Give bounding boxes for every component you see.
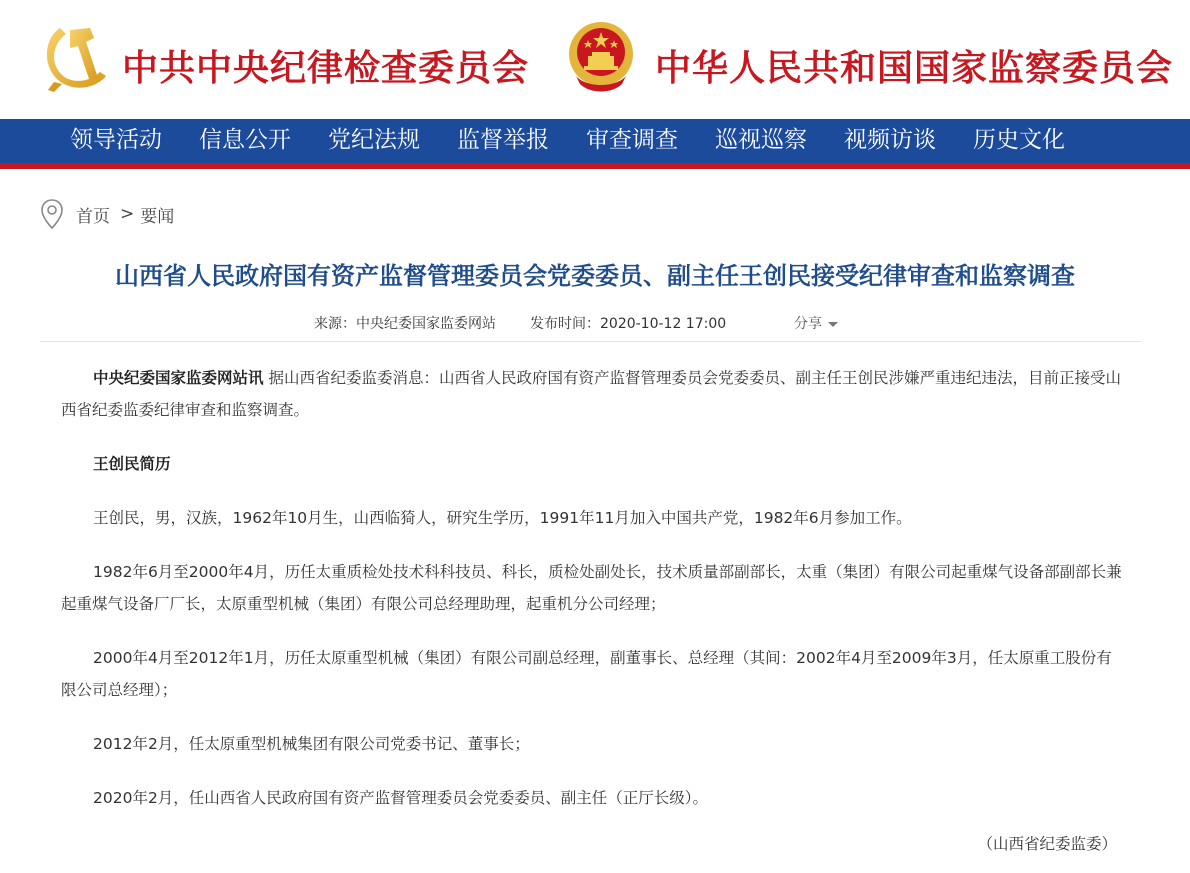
nav-item-leadership[interactable]: 领导活动 <box>70 127 162 153</box>
bio-paragraph: 1982年6月至2000年4月，历任太重质检处技术科科技员、科长，质检处副处长，技术质量部副部长，太重（集团）有限公司起重煤气设备部副部长兼起重煤气设备厂厂长，太原重型机械（集团）有限公司总经理助理，起重机分公司经理； <box>61 563 1122 613</box>
bio-paragraph: 2020年2月，任山西省人民政府国有资产监督管理委员会党委委员、副主任（正厅长级）。 <box>93 789 709 807</box>
article-source: 来源：中央纪委国家监委网站 <box>314 316 496 332</box>
lead-text: 据山西省纪委监委消息：山西省人民政府国有资产监督管理委员会党委委员、副主任王创民涉嫌严重违纪违法，目前正接受山西省纪委监委纪律审查和监察调查。 <box>61 369 1121 419</box>
nav-item-report[interactable]: 监督举报 <box>457 127 549 153</box>
article-publish-time: 发布时间：2020-10-12 17:00 <box>530 316 727 332</box>
nav-item-investigation[interactable]: 审查调查 <box>586 127 678 153</box>
party-org-name[interactable]: 中共中央纪律检查委员会 <box>122 47 530 89</box>
bio-paragraph: 2000年4月至2012年1月，历任太原重型机械（集团）有限公司副总经理，副董事长、总经理（其间：2002年4月至2009年3月，任太原重工股份有限公司总经理）； <box>61 649 1112 699</box>
chevron-down-icon <box>828 322 838 327</box>
share-label: 分享 <box>794 316 822 332</box>
nav-item-regulations[interactable]: 党纪法规 <box>328 127 420 153</box>
site-header <box>0 0 1190 119</box>
bio-paragraph: 2012年2月，任太原重型机械集团有限公司党委书记、董事长； <box>93 735 530 753</box>
bio-heading: 王创民简历 <box>93 455 171 473</box>
breadcrumb <box>40 198 174 230</box>
share-button[interactable] <box>794 313 838 333</box>
article-body <box>61 362 1126 814</box>
location-pin-icon <box>40 198 64 230</box>
nav-item-info-disclosure[interactable]: 信息公开 <box>199 127 291 153</box>
breadcrumb-separator: > <box>120 204 135 224</box>
nav-item-history[interactable]: 历史文化 <box>973 127 1065 153</box>
main-nav <box>0 119 1190 169</box>
article-source-tag: （山西省纪委监委） <box>977 835 1117 853</box>
lead-label: 中央纪委国家监委网站讯 <box>93 369 264 387</box>
state-org-name[interactable]: 中华人民共和国国家监察委员会 <box>655 47 1174 89</box>
divider <box>40 341 1141 342</box>
breadcrumb-current-link[interactable]: 要闻 <box>140 206 175 227</box>
lead-paragraph <box>61 362 1126 426</box>
nav-item-inspection[interactable]: 巡视巡察 <box>715 127 807 153</box>
breadcrumb-home-link[interactable]: 首页 <box>76 206 110 227</box>
bio-paragraph: 王创民，男，汉族，1962年10月生，山西临猗人，研究生学历，1991年11月加入中国共产党，1982年6月参加工作。 <box>93 509 912 527</box>
party-emblem-icon[interactable] <box>40 20 110 94</box>
article-title: 山西省人民政府国有资产监督管理委员会党委委员、副主任王创民接受纪律审查和监察调查 <box>115 262 1075 290</box>
nav-item-video[interactable]: 视频访谈 <box>844 127 936 153</box>
national-emblem-icon[interactable] <box>566 18 636 94</box>
